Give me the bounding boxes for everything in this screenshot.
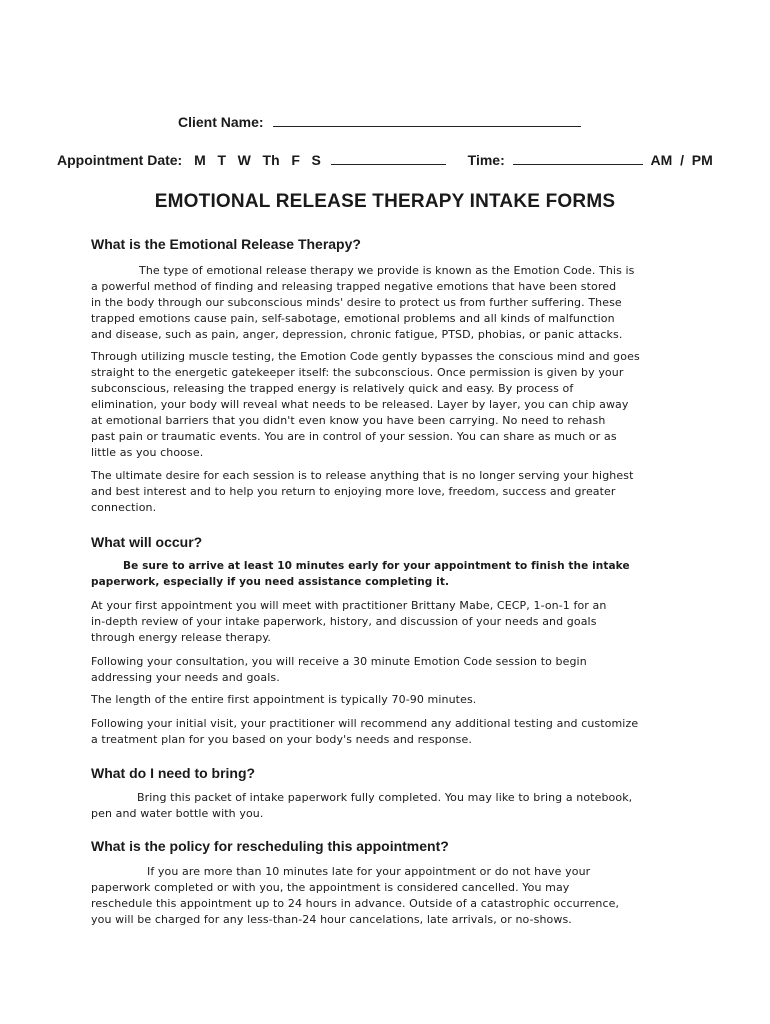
text-line: little as you choose. [91, 446, 204, 459]
text-line: At your first appointment you will meet with practitioner Brittany Mabe, CECP, 1-on-1 for an [91, 599, 607, 612]
text-line: trapped emotions cause pain, self-sabotage, emotional problems and all kinds of malfunction [91, 312, 615, 325]
text-line: If you are more than 10 minutes late for your appointment or do not have your [147, 865, 591, 878]
text-line: connection. [91, 501, 157, 514]
section-heading: What is the Emotional Release Therapy? [91, 236, 361, 252]
text-line: Following your consultation, you will receive a 30 minute Emotion Code session to begin [91, 655, 587, 668]
paragraph [91, 864, 619, 928]
text-line: you will be charged for any less-than-24 hour cancelations, late arrivals, or no-shows. [91, 913, 572, 926]
paragraph [91, 692, 476, 708]
paragraph [91, 558, 630, 590]
text-line: and disease, such as pain, anger, depression, chronic fatigue, PTSD, phobias, or panic attacks. [91, 328, 623, 341]
date-field[interactable] [331, 152, 446, 165]
time-field[interactable] [513, 152, 643, 165]
text-line: reschedule this appointment up to 24 hours in advance. Outside of a catastrophic occurrence, [91, 897, 620, 910]
text-line: at emotional barriers that you didn't even know you have been carrying. No need to rehash [91, 414, 606, 427]
text-line: subconscious, releasing the trapped energy is relatively quick and easy. By process of [91, 382, 574, 395]
text-line: paperwork, especially if you need assistance completing it. [91, 576, 450, 588]
text-line: Bring this packet of intake paperwork fully completed. You may like to bring a notebook, [137, 791, 633, 804]
paragraph [91, 654, 587, 686]
text-line: The ultimate desire for each session is to release anything that is no longer serving your highest [91, 469, 634, 482]
text-line: Through utilizing muscle testing, the Emotion Code gently bypasses the conscious mind and goes [91, 350, 640, 363]
text-line: elimination, your body will reveal what needs to be released. Layer by layer, you can chip away [91, 398, 629, 411]
section-heading: What do I need to bring? [91, 765, 256, 781]
client-name-field[interactable] [273, 114, 581, 127]
text-line: in the body through our subconscious minds' desire to protect us from further suffering. These [91, 296, 622, 309]
text-line: addressing your needs and goals. [91, 671, 280, 684]
text-line: pen and water bottle with you. [91, 807, 264, 820]
text-line: past pain or traumatic events. You are in control of your session. You can share as much or as [91, 430, 617, 443]
day-options[interactable]: M T W Th F S [194, 152, 321, 168]
time-label: Time: [467, 152, 505, 168]
client-name-label: Client Name: [178, 114, 264, 130]
paragraph [91, 263, 635, 343]
page-title: EMOTIONAL RELEASE THERAPY INTAKE FORMS [154, 191, 616, 212]
am-pm-options[interactable]: AM / PM [650, 152, 713, 168]
paragraph [91, 349, 640, 461]
section-heading: What is the policy for rescheduling this appointment? [91, 838, 449, 854]
text-line: straight to the energetic gatekeeper itself: the subconscious. Once permission is given by your [91, 366, 624, 379]
text-line: a powerful method of finding and releasing trapped negative emotions that have been stored [91, 280, 617, 293]
appointment-date-label: Appointment Date: [57, 152, 183, 168]
appointment-row [57, 152, 713, 168]
text-line: through energy release therapy. [91, 631, 271, 644]
paragraph [91, 790, 632, 822]
text-line: The type of emotional release therapy we provide is known as the Emotion Code. This is [139, 264, 635, 277]
text-line: in-depth review of your intake paperwork, history, and discussion of your needs and goals [91, 615, 597, 628]
text-line: a treatment plan for you based on your body's needs and response. [91, 733, 472, 746]
text-line: The length of the entire first appointment is typically 70-90 minutes. [91, 693, 477, 706]
paragraph [91, 598, 606, 646]
client-name-row [178, 114, 581, 130]
text-line: Following your initial visit, your practitioner will recommend any additional testing and customize [91, 717, 639, 730]
text-line: paperwork completed or with you, the appointment is considered cancelled. You may [91, 881, 570, 894]
paragraph [91, 716, 638, 748]
text-line: and best interest and to help you return to enjoying more love, freedom, success and greater [91, 485, 616, 498]
paragraph [91, 468, 633, 516]
text-line: Be sure to arrive at least 10 minutes early for your appointment to finish the intake [123, 560, 630, 572]
section-heading: What will occur? [91, 534, 203, 550]
